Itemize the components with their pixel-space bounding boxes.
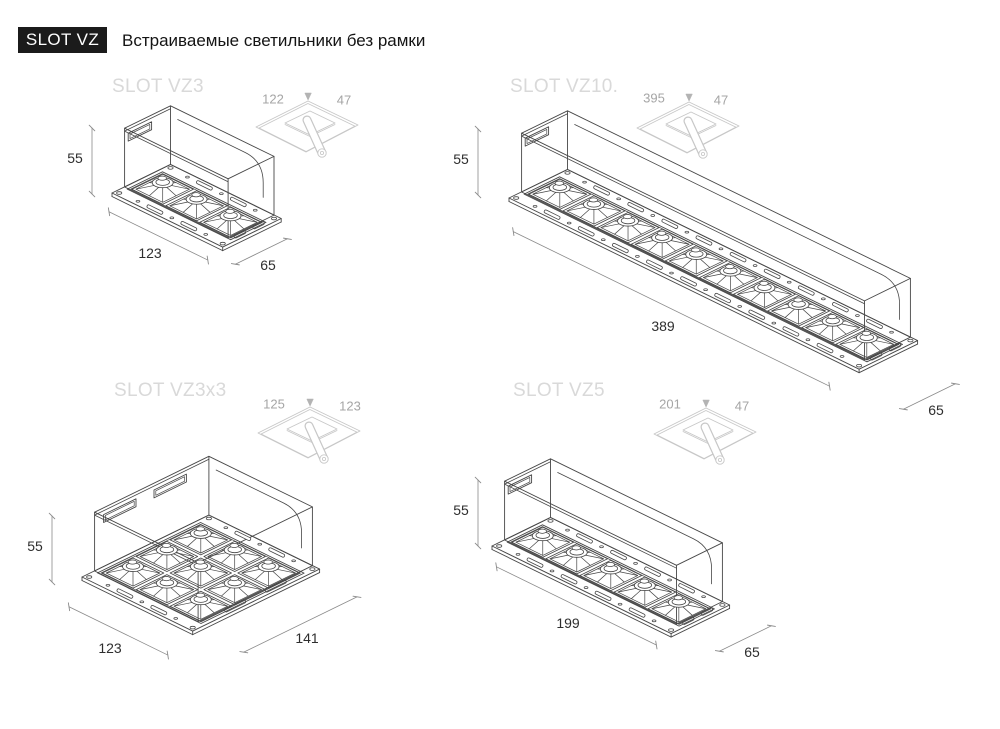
cutout-dim-b-vz3x3: 123: [339, 398, 361, 414]
cells-vz10: [524, 177, 902, 362]
product-title-vz10: SLOT VZ10.: [510, 76, 619, 97]
dim-length-vz10: 389: [651, 318, 675, 334]
cutout-dim-a-vz10: 395: [643, 90, 665, 106]
dim-height-vz3: 55: [67, 150, 83, 166]
cells-vz5: [507, 525, 714, 626]
cutout-dim-b-vz3: 47: [336, 92, 352, 108]
dim-width-vz3: 65: [260, 257, 276, 273]
dim-height-vz3x3: 55: [27, 538, 43, 554]
dim-width-vz10: 65: [928, 402, 944, 418]
dim-length-vz3x3: 123: [98, 640, 122, 656]
cutout-dim-b-vz5: 47: [734, 398, 750, 414]
cutout-dim-a-vz3: 122: [262, 91, 284, 107]
dim-width-vz3x3: 141: [295, 630, 319, 646]
dimensions-vz5: [475, 477, 775, 652]
dim-height-vz5: 55: [453, 502, 469, 518]
dim-length-vz3: 123: [138, 245, 162, 261]
product-title-vz3x3: SLOT VZ3x3: [114, 380, 227, 401]
page-title: Встраиваемые светильники без рамки: [122, 31, 426, 50]
cells-vz3x3: [98, 523, 305, 624]
product-title-vz3: SLOT VZ3: [112, 76, 204, 97]
series-badge-label: SLOT VZ: [25, 30, 100, 49]
product-title-vz5: SLOT VZ5: [513, 380, 605, 401]
cutout-dim-b-vz10: 47: [713, 92, 729, 108]
cutout-dim-a-vz3x3: 125: [263, 396, 285, 412]
dim-height-vz10: 55: [453, 151, 469, 167]
dim-length-vz5: 199: [556, 615, 580, 631]
dimensions-vz10: [475, 126, 959, 410]
cutout-dim-a-vz5: 201: [659, 396, 681, 412]
dim-width-vz5: 65: [744, 644, 760, 660]
